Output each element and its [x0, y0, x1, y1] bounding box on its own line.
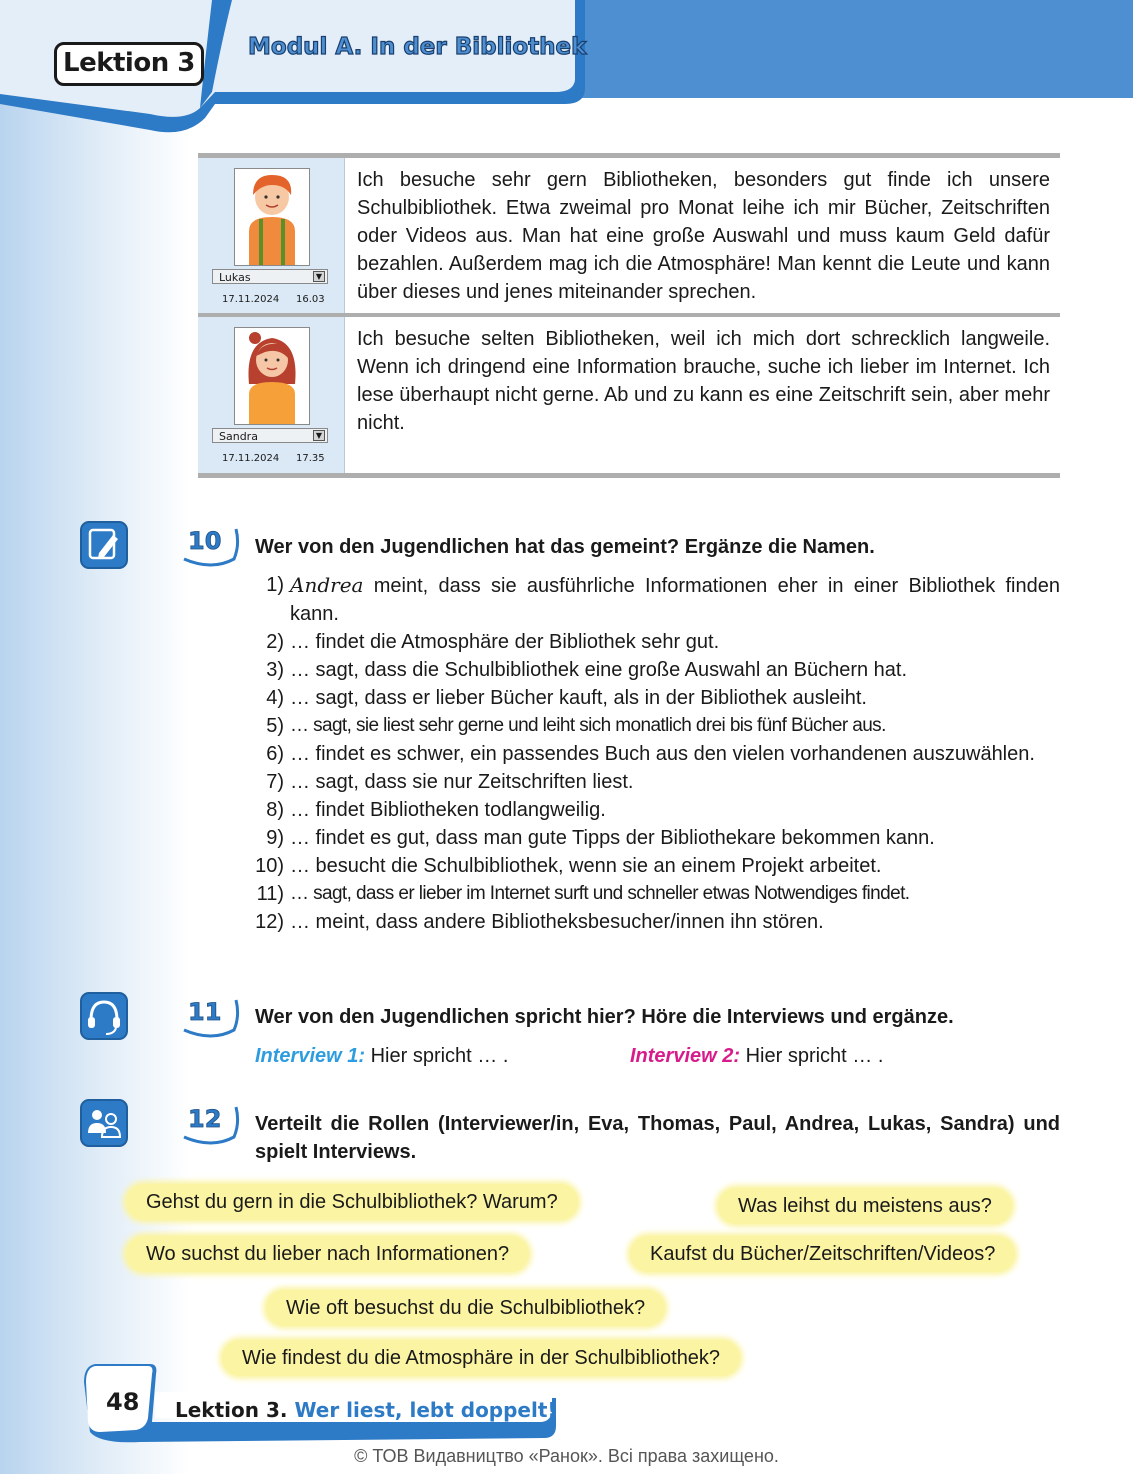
pencil-icon	[80, 521, 128, 569]
forum-posts-table	[198, 153, 1060, 478]
header-bar	[580, 0, 1133, 98]
question-highlight: Gehst du gern in die Schulbibliothek? Warum?	[126, 1184, 578, 1220]
footer-lesson-title: Lektion 3. Wer liest, lebt doppelt!	[175, 1398, 557, 1422]
filled-answer: Andrea	[290, 573, 364, 597]
avatar-cell	[198, 158, 345, 313]
dropdown-arrow-icon[interactable]: ▼	[313, 430, 325, 441]
list-item: 3) … sagt, dass die Schulbibliothek eine große Auswahl an Büchern hat.	[266, 659, 908, 681]
post-date: 17.11.2024	[222, 294, 280, 305]
exercise-number-badge	[182, 527, 240, 571]
list-item: 8) … findet Bibliotheken todlangweilig.	[266, 799, 606, 821]
exercise-title: Wer von den Jugendlichen spricht hier? Höre die Interviews und ergänze.	[255, 1006, 954, 1028]
question-highlight: Kaufst du Bücher/Zeitschriften/Videos?	[630, 1236, 1015, 1272]
username: Lukas	[219, 271, 251, 284]
exercise-number: 12	[188, 1105, 222, 1133]
question-highlight: Wo suchst du lieber nach Informationen?	[126, 1236, 529, 1272]
lektion-tab: Lektion 3	[54, 42, 204, 86]
username: Sandra	[219, 430, 258, 443]
exercise-title: Verteilt die Rollen (Interviewer/in, Eva, Thomas, Paul, Andrea, Lukas, Sandra) und spielt Interviews.	[255, 1113, 1060, 1163]
username-dropdown[interactable]	[212, 269, 328, 284]
post-time: 17.35	[296, 453, 325, 464]
girl-avatar-icon	[235, 328, 309, 424]
list-item: 4) … sagt, dass er lieber Bücher kauft, als in der Bibliothek ausleiht.	[266, 687, 867, 709]
post-text: Ich besuche sehr gern Bibliotheken, besonders gut finde ich unsere Schulbibliothek. Etwa zweimal pro Monat leihe ich mir Bücher, Zeitschriften oder Videos aus. Man hat eine große Auswahl und muss kaum Geld dafür bezahlen. Außerdem mag ich die Atmosphäre! Man kennt die Leute und kann über dieses und jenes miteinander sprechen.	[357, 169, 1050, 303]
list-item: 5) … sagt, sie liest sehr gerne und leiht sich monatlich drei bis fünf Bücher aus.	[266, 715, 886, 737]
avatar-cell	[198, 317, 345, 473]
exercise-number-badge	[182, 1105, 240, 1149]
exercise-10-list	[240, 571, 1060, 936]
avatar	[234, 327, 310, 425]
list-item: 11) … sagt, dass er lieber im Internet surft und schneller etwas Notwendiges findet.	[256, 883, 910, 905]
list-item: 10) … besucht die Schulbibliothek, wenn sie an einem Projekt arbeitet.	[255, 855, 882, 877]
headset-icon	[80, 992, 128, 1040]
list-item: 9) … findet es gut, dass man gute Tipps der Bibliothekare bekommen kann.	[266, 827, 935, 849]
modul-title: Modul A. In der Bibliothek	[248, 34, 587, 60]
post-time: 16.03	[296, 294, 325, 305]
exercise-number: 10	[188, 527, 222, 555]
forum-post-lukas	[198, 158, 1060, 313]
interview-2: Interview 2: Hier spricht … .	[630, 1045, 884, 1067]
list-item: 6) … findet es schwer, ein passendes Buch aus den vielen vorhandenen auszuwählen.	[266, 743, 1035, 765]
exercise-title: Wer von den Jugendlichen hat das gemeint? Ergänze die Namen.	[255, 536, 875, 558]
post-date: 17.11.2024	[222, 453, 280, 464]
list-item: 7) … sagt, dass sie nur Zeitschriften liest.	[266, 771, 634, 793]
page-number: 48	[106, 1388, 140, 1416]
avatar	[234, 168, 310, 266]
dropdown-arrow-icon[interactable]: ▼	[313, 271, 325, 282]
exercise-number: 11	[188, 998, 222, 1026]
question-highlight: Wie findest du die Atmosphäre in der Schulbibliothek?	[222, 1340, 740, 1376]
list-item: 12) … meint, dass andere Bibliotheksbesucher/innen ihn stören.	[255, 911, 824, 933]
copyright-notice: © ТОВ Видавництво «Ранок». Всі права захищено.	[354, 1446, 779, 1466]
question-highlight: Wie oft besuchst du die Schulbibliothek?	[266, 1290, 665, 1326]
boy-avatar-icon	[235, 169, 309, 265]
username-dropdown[interactable]	[212, 428, 328, 443]
forum-post-sandra	[198, 313, 1060, 473]
post-text: Ich besuche selten Bibliotheken, weil ich mich dort schrecklich langweile. Wenn ich dringend eine Information brauche, suche ich lieber im Internet. Ich lese überhaupt nicht gerne. Ab und zu kann es eine Zeitschrift sein, aber mehr nicht.	[357, 328, 1050, 434]
pair-work-icon	[80, 1099, 128, 1147]
exercise-number-badge	[182, 998, 240, 1042]
list-item: 1) Andrea meint, dass sie ausführliche Informationen eher in einer Bibliothek finden kann.	[266, 573, 1060, 625]
question-highlight: Was leihst du meistens aus?	[718, 1188, 1012, 1224]
list-item: 2) … findet die Atmosphäre der Bibliothek sehr gut.	[266, 631, 720, 653]
interview-1: Interview 1: Hier spricht … .	[255, 1045, 509, 1067]
